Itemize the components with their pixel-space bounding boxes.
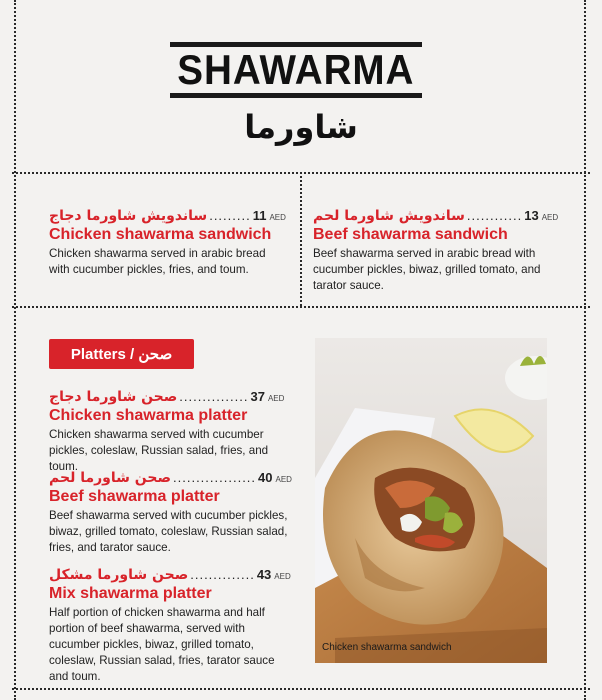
shawarma-photo bbox=[315, 338, 547, 663]
item-currency: AED bbox=[275, 475, 292, 484]
leader-dots: .................. bbox=[173, 470, 257, 485]
divider-bottom bbox=[12, 688, 590, 690]
right-dotted-border bbox=[584, 0, 586, 700]
platters-label-text: Platters / صحن bbox=[70, 346, 173, 363]
item-name-arabic: ساندويش شاورما دجاج bbox=[49, 208, 208, 224]
item-header bbox=[313, 208, 559, 224]
item-price: 37 bbox=[250, 389, 265, 404]
platters-section-label bbox=[49, 339, 194, 369]
item-name-arabic: صحن شاورما لحم bbox=[49, 470, 172, 486]
left-dotted-border bbox=[14, 0, 16, 700]
item-name: Mix shawarma platter bbox=[49, 585, 212, 602]
item-price: 13 bbox=[524, 208, 539, 223]
shawarma-sandwich-illustration bbox=[315, 338, 547, 663]
leader-dots: .............. bbox=[190, 567, 255, 582]
item-name-arabic: صحن شاورما مشكل bbox=[49, 567, 189, 583]
item-description: Beef shawarma served in arabic bread with cucumber pickles, biwaz, grilled tomato, and tarator sauce. bbox=[313, 247, 541, 292]
title-box bbox=[170, 42, 422, 98]
item-name: Beef shawarma sandwich bbox=[313, 226, 508, 243]
item-currency: AED bbox=[541, 213, 559, 222]
item-header bbox=[49, 208, 289, 224]
item-description: Half portion of chicken shawarma and half portion of beef shawarma, served with cucumber pickles, biwaz, grilled tomato, coleslaw, Russian salad, fries, tarator sauce and toum. bbox=[49, 606, 275, 683]
item-description: Chicken shawarma served in arabic bread with cucumber pickles, fries, and toum. bbox=[49, 247, 266, 276]
item-header bbox=[49, 567, 289, 583]
leader-dots: ......... bbox=[209, 208, 251, 223]
item-description: Beef shawarma served with cucumber pickles, biwaz, grilled tomato, coleslaw, Russian salad, fries, and tarator sauce. bbox=[49, 509, 288, 554]
item-name-arabic: صحن شاورما دجاج bbox=[49, 389, 178, 405]
menu-item-mix-platter bbox=[49, 567, 289, 685]
divider-middle bbox=[12, 306, 590, 308]
menu-item-chicken-sandwich bbox=[49, 208, 289, 278]
photo-caption: Chicken shawarma sandwich bbox=[322, 642, 452, 653]
item-name: Chicken shawarma sandwich bbox=[49, 226, 272, 243]
page-title-arabic: شاورما bbox=[244, 108, 358, 146]
page-title: SHAWARMA bbox=[177, 46, 415, 93]
item-header bbox=[49, 389, 289, 405]
menu-item-beef-sandwich bbox=[313, 208, 559, 294]
item-currency: AED bbox=[274, 572, 291, 581]
item-description: Chicken shawarma served with cucumber pickles, coleslaw, Russian salad, fries, and toum. bbox=[49, 428, 269, 473]
menu-item-chicken-platter bbox=[49, 389, 289, 475]
item-price: 43 bbox=[256, 567, 272, 582]
item-currency: AED bbox=[267, 394, 285, 403]
sandwich-column-divider bbox=[300, 172, 302, 306]
leader-dots: ............ bbox=[466, 208, 523, 223]
item-price: 11 bbox=[252, 208, 267, 223]
item-currency: AED bbox=[269, 213, 286, 222]
leader-dots: ............... bbox=[179, 389, 249, 404]
item-price: 40 bbox=[258, 470, 273, 485]
item-name: Chicken shawarma platter bbox=[49, 407, 248, 424]
item-name: Beef shawarma platter bbox=[49, 488, 220, 505]
item-name-arabic: ساندويش شاورما لحم bbox=[313, 208, 465, 224]
item-header bbox=[49, 470, 292, 486]
menu-item-beef-platter bbox=[49, 470, 292, 556]
